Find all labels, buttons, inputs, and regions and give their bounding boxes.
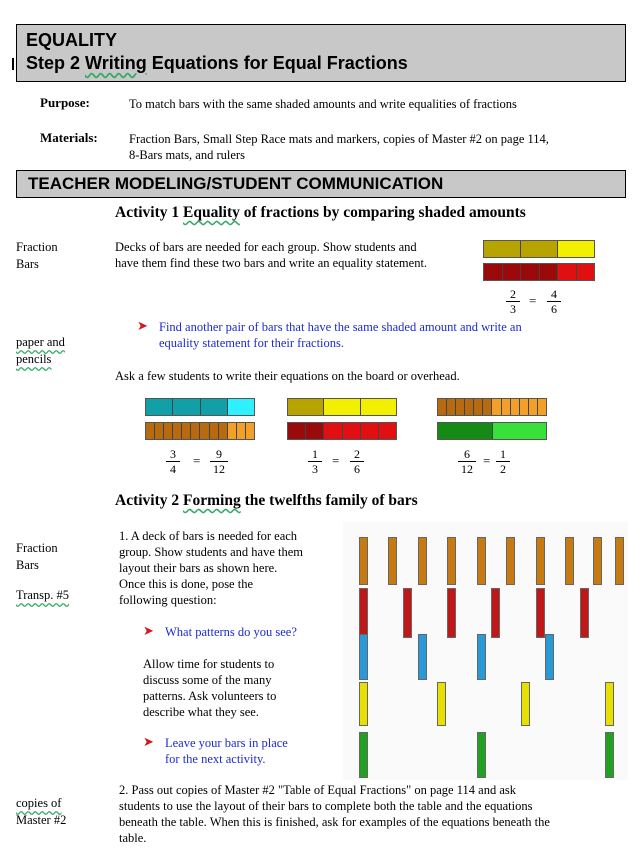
frac-9-12: $\frac{9}{12}$ xyxy=(210,447,228,476)
bar-two-sixths xyxy=(287,422,397,440)
frac-1-3: $\frac{1}{3}$ xyxy=(308,447,322,476)
bar-two-thirds xyxy=(483,240,595,258)
twelfths-family-photo xyxy=(343,522,628,780)
bar-three-fourths xyxy=(145,398,255,416)
frac-2-6: $\frac{2}{6}$ xyxy=(350,447,364,476)
equals-sign: = xyxy=(193,453,201,468)
page-title: EQUALITY xyxy=(26,30,118,50)
a2-para2: Allow time for students to discuss some of the many patterns. Ask volunteers to describe what they see. xyxy=(143,657,277,719)
materials-line1: Fraction Bars, Small Step Race mats and markers, copies of Master #2 on page 114, xyxy=(129,132,549,146)
activity2-title: Activity 2 Forming the twelfths family of bars xyxy=(115,492,418,509)
text-cursor xyxy=(12,58,14,70)
a1-side-paper: paper and pencils xyxy=(16,335,65,366)
purpose-text: To match bars with the same shaded amounts and write equalities of fractions xyxy=(129,97,517,111)
frac-6-12: $\frac{6}{12}$ xyxy=(458,447,476,476)
a1-para2: Ask a few students to write their equations on the board or overhead. xyxy=(115,369,460,383)
arrow-bullet-icon: ➤ xyxy=(143,623,154,638)
bar-six-twelfths xyxy=(437,398,547,416)
equals-sign: = xyxy=(483,453,491,468)
bar-nine-twelfths xyxy=(145,422,255,440)
a1-para1: Decks of bars are needed for each group. Show students and have them find these two bars and write an equality statement. xyxy=(115,240,428,270)
equals-sign: = xyxy=(332,453,340,468)
frac-4-6: $\frac{4}{6}$ xyxy=(547,287,561,316)
a2-para1: 1. A deck of bars is needed for each group. Show students and have them layout their bars as shown here. Once this is done, pose the following question: xyxy=(119,529,304,607)
frac-3-4: $\frac{3}{4}$ xyxy=(166,447,180,476)
frac-1-2: $\frac{1}{2}$ xyxy=(496,447,510,476)
title-box xyxy=(16,24,626,82)
a2-bullet1: What patterns do you see? xyxy=(165,625,297,639)
a2-para3: 2. Pass out copies of Master #2 "Table of Equal Fractions" on page 114 and ask students to use the layout of their bars to complete both the table and the equations beneath the table. When this is finished, ask for examples of the equations beneath the table. xyxy=(119,783,550,845)
materials-label: Materials: xyxy=(40,130,98,145)
purpose-label: Purpose: xyxy=(40,95,90,110)
a2-bullet2: Leave your bars in place for the next activity. xyxy=(165,736,288,766)
arrow-bullet-icon: ➤ xyxy=(137,318,148,333)
bar-one-third xyxy=(287,398,397,416)
a2-side-materials: Fraction Bars xyxy=(16,541,58,572)
a2-side-transp: Transp. #5 xyxy=(16,588,70,602)
activity1-title: Activity 1 Equality of fractions by comparing shaded amounts xyxy=(115,204,526,221)
bar-one-half xyxy=(437,422,547,440)
materials-line2: 8-Bars mats, and rulers xyxy=(129,148,245,162)
bar-four-sixths xyxy=(483,263,595,281)
a1-side-materials: Fraction Bars xyxy=(16,240,58,271)
a2-side-copies: copies of Master #2 xyxy=(16,796,67,827)
a1-bullet-text: Find another pair of bars that have the same shaded amount and write an equality statement for their fractions. xyxy=(159,320,522,350)
frac-2-3: $\frac{2}{3}$ xyxy=(506,287,520,316)
arrow-bullet-icon: ➤ xyxy=(143,734,154,749)
page-subtitle: Step 2 Writing Equations for Equal Fractions xyxy=(26,53,408,73)
section-header: TEACHER MODELING/STUDENT COMMUNICATION xyxy=(16,170,626,198)
equals-sign: = xyxy=(529,293,537,308)
